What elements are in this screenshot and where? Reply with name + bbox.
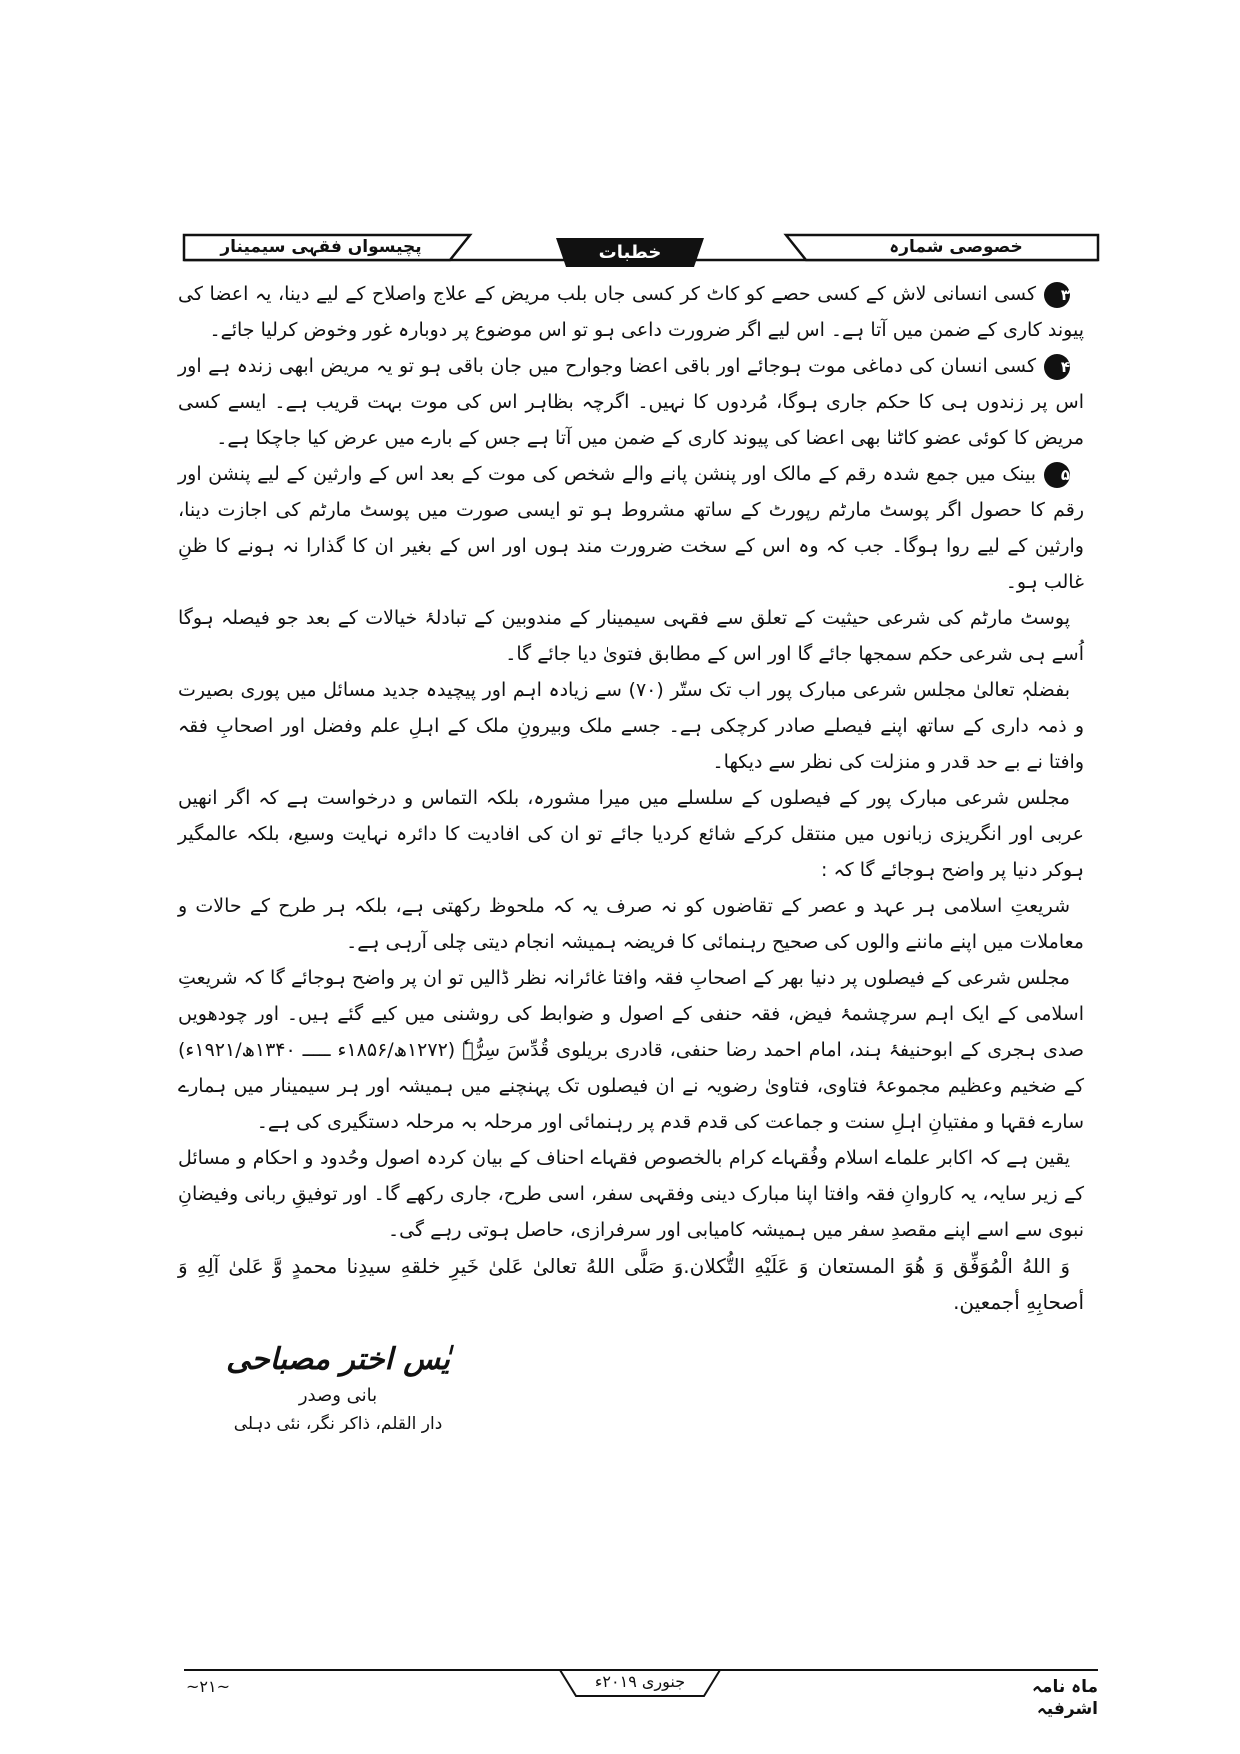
paragraph: یقین ہے کہ اکابر علماے اسلام وفُقہاے کرام بالخصوص فقہاے احناف کے بیان کردہ اصول وحُدود و احکام و مسائل کے زیر سایہ، یہ کاروانِ فقہ وافتا اپنا مبارک دینی وفقہی سفر، اسی طرح، جاری رکھے گا۔ اور توفیقِ ربانی وفیضانِ نبوی سے اسے اپنے مقصدِ سفر میں ہمیشہ کامیابی اور سرفرازی، حاصل ہوتی رہے گی۔ [178, 1147, 1084, 1241]
issue-label: خصوصی شمارہ [889, 237, 1023, 257]
author-address: دار القلم، ذاکر نگر، نئی دہلی [233, 1414, 443, 1434]
seminar-title: پچیسواں فقہی سیمینار [220, 237, 422, 257]
numbered-point [178, 276, 1084, 348]
point-number: ۵ [1044, 462, 1070, 488]
author-title: بانی وصدر [298, 1385, 378, 1406]
section-title: خطبات [598, 242, 662, 263]
signature-block [218, 1338, 458, 1438]
point-text: کسی انسان کی دماغی موت ہوجائے اور باقی اعضا وجوارح میں جان باقی ہو تو یہ مریض ابھی زندہ ہے اور اس پر زندوں ہی کا حکم جاری ہوگا، مُردوں کا نہیں۔ اگرچہ بظاہر اس کی موت بہت قریب ہے۔ ایسے کسی مریض کا کوئی عضو کاٹنا بھی اعضا کی پیوند کاری کے ضمن میں آتا ہے جس کے بارے میں عرض کیا جاچکا ہے۔ [178, 355, 1084, 449]
article-body [178, 276, 1084, 1438]
point-number: ۴ [1044, 354, 1070, 380]
numbered-point [178, 348, 1084, 456]
paragraph: مجلس شرعی مبارک پور کے فیصلوں کے سلسلے میں میرا مشورہ، بلکہ التماس و درخواست ہے کہ اگر انھیں عربی اور انگریزی زبانوں میں منتقل کرکے شائع کردیا جائے تو ان کی افادیت کا دائرہ نہایت وسیع، بلکہ عالمگیر ہوکر دنیا پر واضح ہوجائے گا کہ : [178, 787, 1084, 881]
paragraph: پوسٹ مارٹم کی شرعی حیثیت کے تعلق سے فقہی سیمینار کے مندوبین کے تبادلۂ خیالات کے بعد جو فیصلہ ہوگا اُسے ہی شرعی حکم سمجھا جائے گا اور اس کے مطابق فتویٰ دیا جائے گا۔ [178, 607, 1084, 665]
closing-dua: وَ اللهُ الْمُوَفِّق وَ هُوَ المستعان وَ عَلَيْهِ التُّكلان.وَ صَلَّى اللهُ تعالىٰ عَلىٰ خَيرِ خلقهِ سيدِنا محمدٍ وَّ عَلىٰ آلِهِ وَ أصحابِهِ أجمعين. [178, 1254, 1084, 1314]
issue-date: جنوری ۲۰۱۹ء [594, 1672, 686, 1691]
point-text: بینک میں جمع شدہ رقم کے مالک اور پنشن پانے والے شخص کی موت کے بعد اس کے وارثین کے لیے پنشن اور رقم کا حصول اگر پوسٹ مارٹم رپورٹ کے ساتھ مشروط ہو تو ایسی صورت میں پوسٹ مارٹم کی اجازت دینا، وارثین کے لیے روا ہوگا۔ جب کہ وہ اس کے سخت ضرورت مند ہوں اور اس کے بغیر ان کا گذارا نہ ہونے کا ظنِ غالب ہو۔ [178, 463, 1084, 593]
magazine-name: ماہ نامہ اشرفیہ [1031, 1677, 1098, 1719]
paragraph: بفضلہٖ تعالیٰ مجلس شرعی مبارک پور اب تک ستّر (۷۰) سے زیادہ اہم اور پیچیدہ جدید مسائل میں پوری بصیرت و ذمہ داری کے ساتھ اپنے فیصلے صادر کرچکی ہے۔ جسے ملک وبیرونِ ملک کے اہلِ علم وفضل اور اصحابِ فقہ وافتا نے بے حد قدر و منزلت کی نظر سے دیکھا۔ [178, 679, 1084, 773]
point-text: کسی انسانی لاش کے کسی حصے کو کاٹ کر کسی جاں بلب مریض کے علاج واصلاح کے لیے دینا، یہ اعضا کی پیوند کاری کے ضمن میں آتا ہے۔ اس لیے اگر ضرورت داعی ہو تو اس موضوع پر دوبارہ غور وخوض کرلیا جائے۔ [178, 283, 1084, 341]
numbered-point [178, 456, 1084, 600]
page-number: ~۲۱~ [186, 1677, 230, 1696]
point-number: ۳ [1044, 282, 1070, 308]
paragraph: شریعتِ اسلامی ہر عہد و عصر کے تقاضوں کو نہ صرف یہ کہ ملحوظ رکھتی ہے، بلکہ ہر طرح کے حالات و معاملات میں اپنے ماننے والوں کی صحیح رہنمائی کا فریضہ ہمیشہ انجام دیتی چلی آرہی ہے۔ [178, 895, 1084, 953]
author-signature: یٰس اختر مصباحی [226, 1342, 450, 1377]
paragraph: مجلس شرعی کے فیصلوں پر دنیا بھر کے اصحابِ فقہ وافتا غائرانہ نظر ڈالیں تو ان پر واضح ہوجائے گا کہ شریعتِ اسلامی کے ایک اہم سرچشمۂ فیض، فقہ حنفی کے اصول و ضوابط کی روشنی میں کیے گئے ہیں۔ اور چودھویں صدی ہجری کے ابوحنیفۂ ہند، امام احمد رضا حنفی، قادری بریلوی قُدِّسَ سِرُّہٗ (۱۲۷۲ھ/۱۸۵۶ء ـــــ ۱۳۴۰ھ/۱۹۲۱ء) کے ضخیم وعظیم مجموعۂ فتاوی، فتاویٰ رضویہ نے ان فیصلوں تک پہنچنے میں ہمیشہ اور ہر سیمینار میں ہمارے سارے فقہا و مفتیانِ اہلِ سنت و جماعت کی قدم قدم پر رہنمائی اور مرحلہ بہ مرحلہ دستگیری کی ہے۔ [178, 967, 1084, 1133]
